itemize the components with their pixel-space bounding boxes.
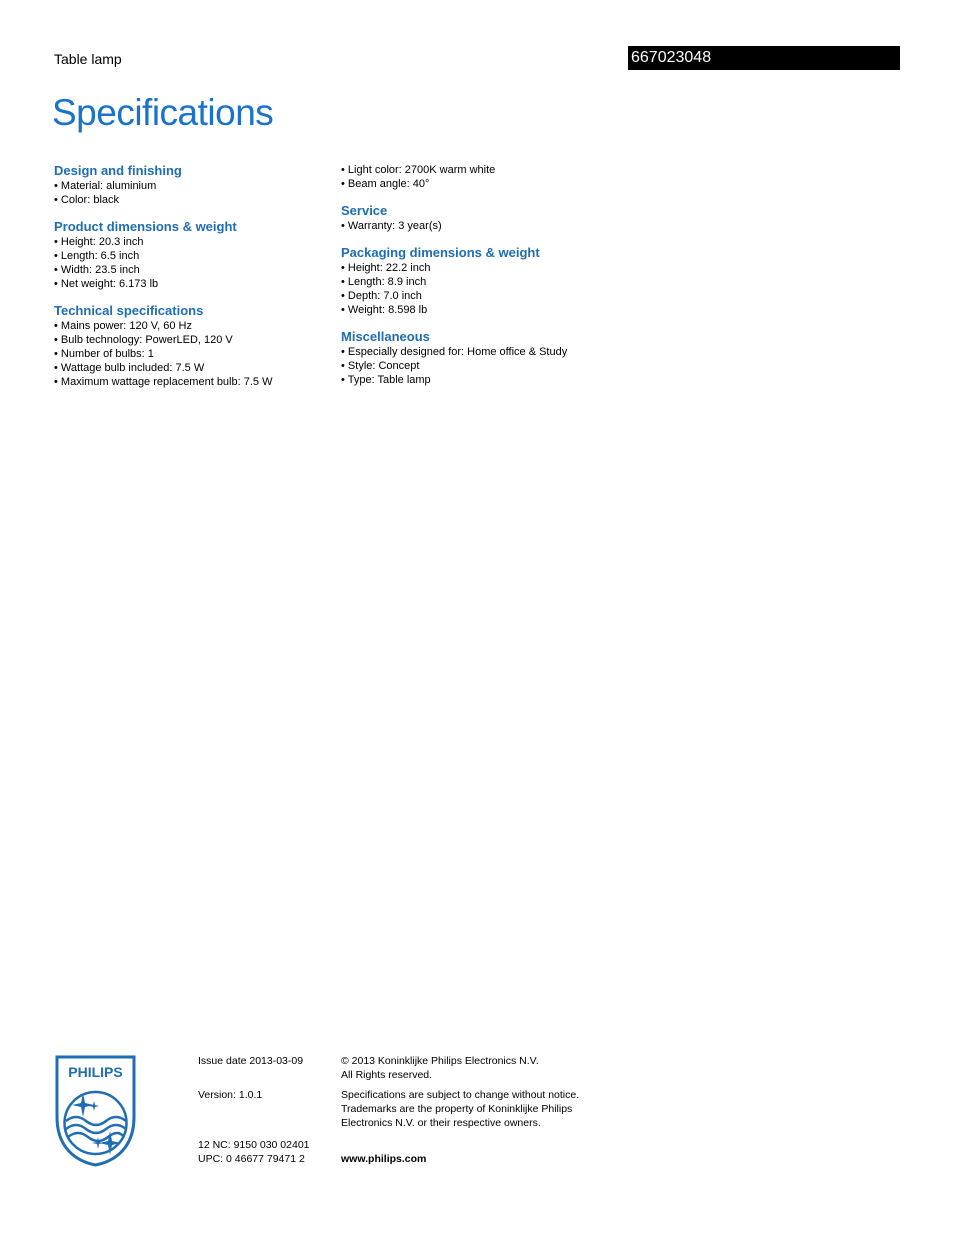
spec-item: • Material: aluminium — [54, 179, 334, 193]
footer-website — [341, 1152, 426, 1166]
specs-left-column — [54, 163, 334, 401]
notice-line: Trademarks are the property of Koninklijke Philips — [341, 1103, 573, 1115]
spec-item: • Height: 20.3 inch — [54, 235, 334, 249]
footer-issue-info — [198, 1054, 303, 1068]
specs-right-column — [341, 163, 621, 399]
spec-item: • Weight: 8.598 lb — [341, 303, 621, 317]
spec-item: • Beam angle: 40° — [341, 177, 621, 191]
section-heading: Technical specifications — [54, 303, 204, 318]
spec-item: • Maximum wattage replacement bulb: 7.5 W — [54, 375, 334, 389]
spec-item: • Depth: 7.0 inch — [341, 289, 621, 303]
spec-item: • Color: black — [54, 193, 334, 207]
rights: All Rights reserved. — [341, 1069, 433, 1081]
spec-item: • Width: 23.5 inch — [54, 263, 334, 277]
spec-item: • Net weight: 6.173 lb — [54, 277, 334, 291]
spec-section — [341, 203, 621, 233]
website-link[interactable]: www.philips.com — [341, 1153, 427, 1165]
spec-item: • Warranty: 3 year(s) — [341, 219, 621, 233]
copyright: © 2013 Koninklijke Philips Electronics N.V. — [341, 1055, 539, 1067]
footer-notice — [341, 1088, 579, 1130]
spec-item: • Number of bulbs: 1 — [54, 347, 334, 361]
model-number-bar: 667023048 — [628, 46, 900, 70]
spec-item: • Bulb technology: PowerLED, 120 V — [54, 333, 334, 347]
doc-type: Table lamp — [54, 51, 122, 67]
spec-item: • Length: 6.5 inch — [54, 249, 334, 263]
spec-item: • Mains power: 120 V, 60 Hz — [54, 319, 334, 333]
philips-shield-logo-icon — [54, 1055, 137, 1167]
issue-date: Issue date 2013-03-09 — [198, 1055, 304, 1067]
spec-section — [341, 245, 621, 317]
section-heading: Product dimensions & weight — [54, 219, 237, 234]
section-heading: Service — [341, 203, 388, 218]
notice-line: Electronics N.V. or their respective owners. — [341, 1117, 541, 1129]
page-title: Specifications — [52, 92, 274, 133]
spec-section — [54, 219, 334, 291]
spec-item: • Height: 22.2 inch — [341, 261, 621, 275]
spec-item: • Length: 8.9 inch — [341, 275, 621, 289]
spec-item: • Style: Concept — [341, 359, 621, 373]
notice-line: Specifications are subject to change without notice. — [341, 1089, 580, 1101]
section-heading: Packaging dimensions & weight — [341, 245, 540, 260]
section-heading: Design and finishing — [54, 163, 182, 178]
footer-version-info — [198, 1088, 262, 1102]
spec-section — [54, 303, 334, 389]
spec-section — [54, 163, 334, 207]
footer-codes — [198, 1138, 310, 1166]
spec-item: • Wattage bulb included: 7.5 W — [54, 361, 334, 375]
spec-section-continued — [341, 163, 621, 191]
upc-code: UPC: 0 46677 79471 2 — [198, 1153, 305, 1165]
spec-item: • Light color: 2700K warm white — [341, 163, 621, 177]
nc-code: 12 NC: 9150 030 02401 — [198, 1139, 310, 1151]
logo-wordmark: PHILIPS — [68, 1064, 123, 1080]
spec-section — [341, 329, 621, 387]
spec-item: • Especially designed for: Home office & Study — [341, 345, 621, 359]
spec-item: • Type: Table lamp — [341, 373, 621, 387]
footer-copyright — [341, 1054, 539, 1082]
version: Version: 1.0.1 — [198, 1089, 263, 1101]
section-heading: Miscellaneous — [341, 329, 430, 344]
